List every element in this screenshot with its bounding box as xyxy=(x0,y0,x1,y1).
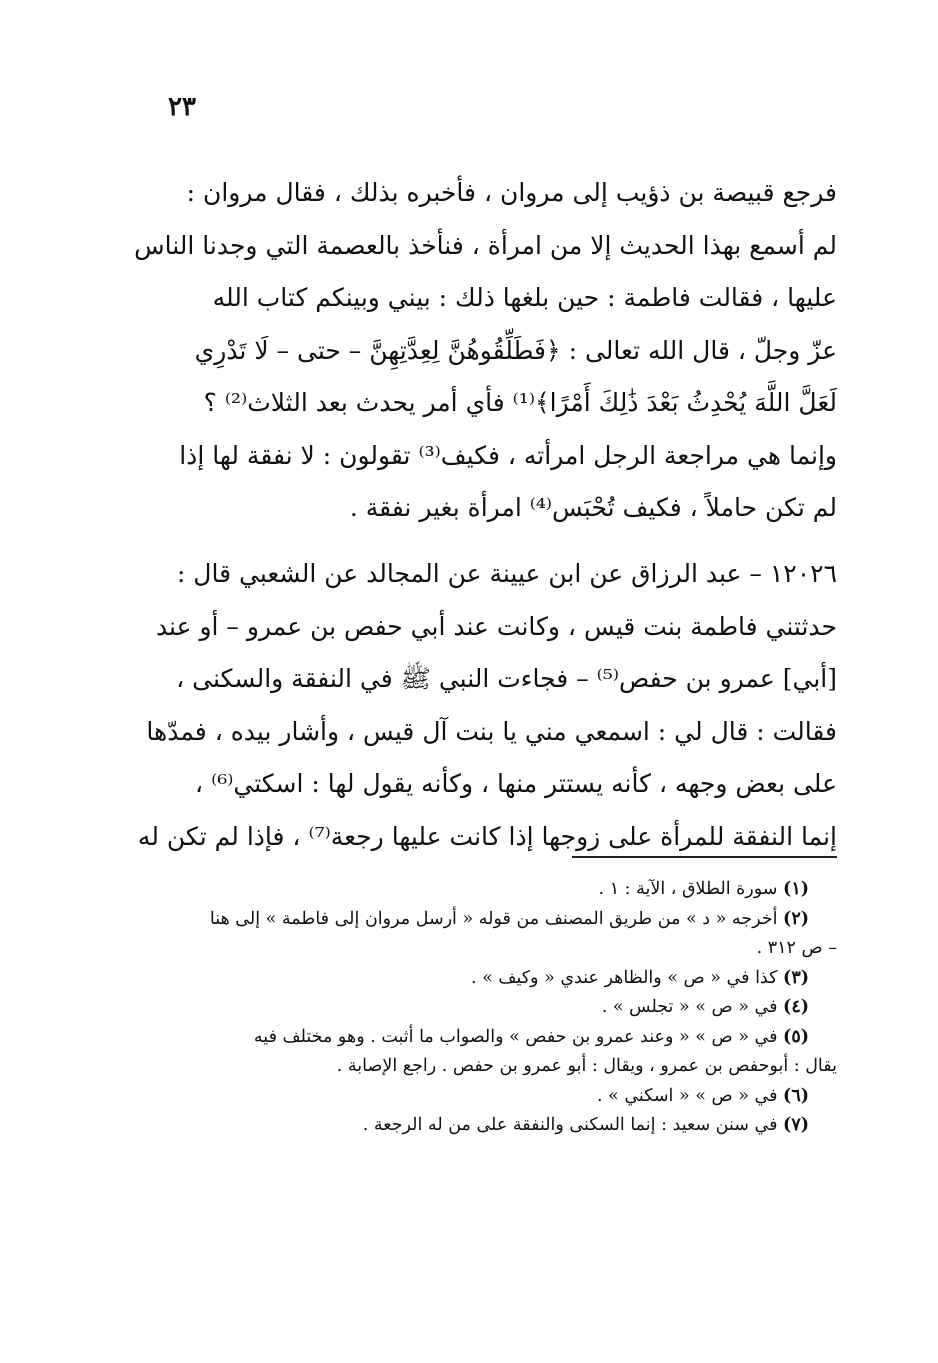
footnote-number: (٢) xyxy=(783,908,809,929)
page-number: ٢٣ xyxy=(168,92,196,122)
footnote-1 xyxy=(165,875,837,905)
text-line: لَعَلَّ اللَّهَ يُحْدِثُ بَعْدَ ذَٰلِكَ أَمْرًا﴾⁽¹⁾ فأي أمر يحدث بعد الثلاث⁽²⁾ ؟ xyxy=(203,388,837,417)
footnotes xyxy=(165,875,837,1141)
footnote-5-continued: يقال : أبوحفص بن عمرو ، ويقال : أبو عمرو بن حفص . راجع الإصابة . xyxy=(336,1056,837,1076)
text-line: فرجع قبيصة بن ذؤيب إلى مروان ، فأخبره بذلك ، فقال مروان : xyxy=(186,178,837,207)
text-line: إنما النفقة للمرأة على زوجها إذا كانت عليها رجعة⁽⁷⁾ ، فإذا لم تكن له xyxy=(137,821,837,851)
text-line: وإنما هي مراجعة الرجل امرأته ، فكيف⁽³⁾ تقولون : لا نفقة لها إذا xyxy=(179,440,837,470)
text-line: عزّ وجلّ ، قال الله تعالى : ﴿فَطَلِّقُوهُنَّ لِعِدَّتِهِنَّ – حتى – لَا تَدْرِي xyxy=(194,335,837,365)
footnote-4 xyxy=(165,993,837,1023)
footnote-number: (١) xyxy=(783,879,809,899)
footnote-2 xyxy=(165,905,837,935)
paragraph-1 xyxy=(134,167,837,535)
footnote-text: سورة الطلاق ، الآية : ١ . xyxy=(598,879,778,899)
text-line: ١٢٠٢٦ – عبد الرزاق عن ابن عيينة عن المجالد عن الشعبي قال : xyxy=(176,559,837,588)
footnote-text: كذا في « ص » والظاهر عندي « وكيف » . xyxy=(470,967,778,988)
text-line: عليها ، فقالت فاطمة : حين بلغها ذلك : بيني وبينكم كتاب الله xyxy=(212,283,837,312)
footnote-7 xyxy=(165,1111,837,1141)
footnote-text: في سنن سعيد : إنما السكنى والنفقة على من له الرجعة . xyxy=(362,1115,778,1135)
text-line: لم أسمع بهذا الحديث إلا من امرأة ، فنأخذ بالعصمة التي وجدنا الناس xyxy=(134,230,837,260)
paragraph-2 xyxy=(137,548,837,863)
footnote-number: (٦) xyxy=(783,1085,809,1106)
footnote-text: في « ص » « اسكني » . xyxy=(596,1085,778,1106)
footnote-separator xyxy=(572,856,837,858)
text-line: فقالت : قال لي : اسمعي مني يا بنت آل قيس ، وأشار بيده ، فمدّها xyxy=(146,716,837,746)
footnote-number: (٤) xyxy=(783,997,809,1017)
footnote-number: (٥) xyxy=(783,1026,809,1047)
footnote-text: في « ص » « وعند عمرو بن حفص » والصواب ما أثبت . وهو مختلف فيه xyxy=(253,1026,778,1047)
footnote-2-continued: – ص ٣١٢ . xyxy=(756,938,837,958)
footnote-6 xyxy=(165,1082,837,1112)
footnote-text: أخرجه « د » من طريق المصنف من قوله « أرسل مروان إلى فاطمة » إلى هنا xyxy=(209,908,778,929)
footnote-number: (٧) xyxy=(783,1115,809,1135)
footnote-3 xyxy=(165,964,837,994)
text-line: حدثتني فاطمة بنت قيس ، وكانت عند أبي حفص بن عمرو – أو عند xyxy=(155,611,837,641)
text-line: على بعض وجهه ، كأنه يستتر منها ، وكأنه يقول لها : اسكتي⁽⁶⁾ ، xyxy=(195,769,837,798)
text-line: [أبي] عمرو بن حفص⁽⁵⁾ – فجاءت النبي ﷺ في النفقة والسكنى ، xyxy=(176,664,837,693)
footnote-text: في « ص » « تجلس » . xyxy=(601,997,778,1017)
footnote-number: (٣) xyxy=(783,967,809,988)
footnote-5 xyxy=(165,1023,837,1053)
text-line: لم تكن حاملاً ، فكيف تُحْبَس⁽⁴⁾ امرأة بغير نفقة . xyxy=(349,493,837,522)
